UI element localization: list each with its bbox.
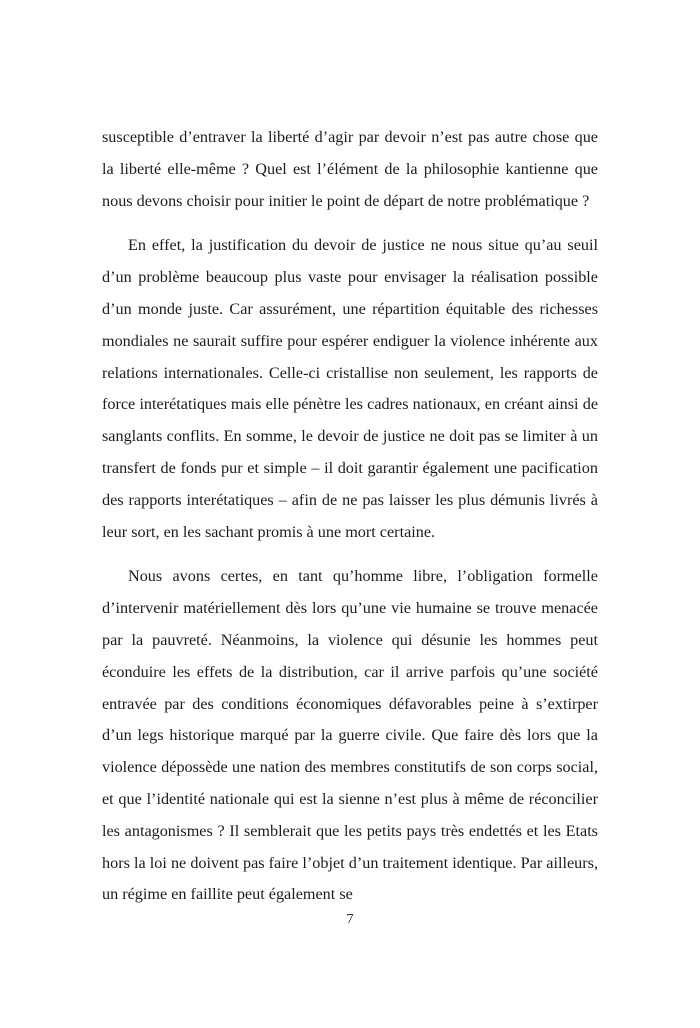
- paragraph-3: Nous avons certes, en tant qu’homme libre, l’obligation formelle d’intervenir matériellement dès lors qu’une vie humaine se trouve menacée par la pauvreté. Néanmoins, la violence qui désunie les hommes peut éconduire les effets de la distribution, car il arrive parfois qu’une société entravée par des conditions économiques défavorables peine à s’extirper d’un legs historique marqué par la guerre civile. Que faire dès lors que la violence dépossède une nation des membres constitutifs de son corps social, et que l’identité nationale qui est la sienne n’est plus à même de réconcilier les antagonismes ? Il semblerait que les petits pays très endettés et les Etats hors la loi ne doivent pas faire l’objet d’un traitement identique. Par ailleurs, un régime en faillite peut également se: [102, 567, 598, 904]
- page-number: 7: [346, 912, 354, 927]
- body-text: [102, 122, 598, 911]
- paragraph-1: susceptible d’entraver la liberté d’agir par devoir n’est pas autre chose que la liberté elle-même ? Quel est l’élément de la philosophie kantienne que nous devons choisir pour initier le point de départ de notre problématique ?: [102, 128, 598, 210]
- paragraph-2: En effet, la justification du devoir de justice ne nous situe qu’au seuil d’un problème beaucoup plus vaste pour envisager la réalisation possible d’un monde juste. Car assurément, une répartition équitable des richesses mondiales ne saurait suffire pour espérer endiguer la violence inhérente aux relations internationales. Celle-ci cristallise non seulement, les rapports de force interétatiques mais elle pénètre les cadres nationaux, en créant ainsi de sanglants conflits. En somme, le devoir de justice ne doit pas se limiter à un transfert de fonds pur et simple – il doit garantir également une pacification des rapports interétatiques – afin de ne pas laisser les plus démunis livrés à leur sort, en les sachant promis à une mort certaine.: [102, 236, 598, 541]
